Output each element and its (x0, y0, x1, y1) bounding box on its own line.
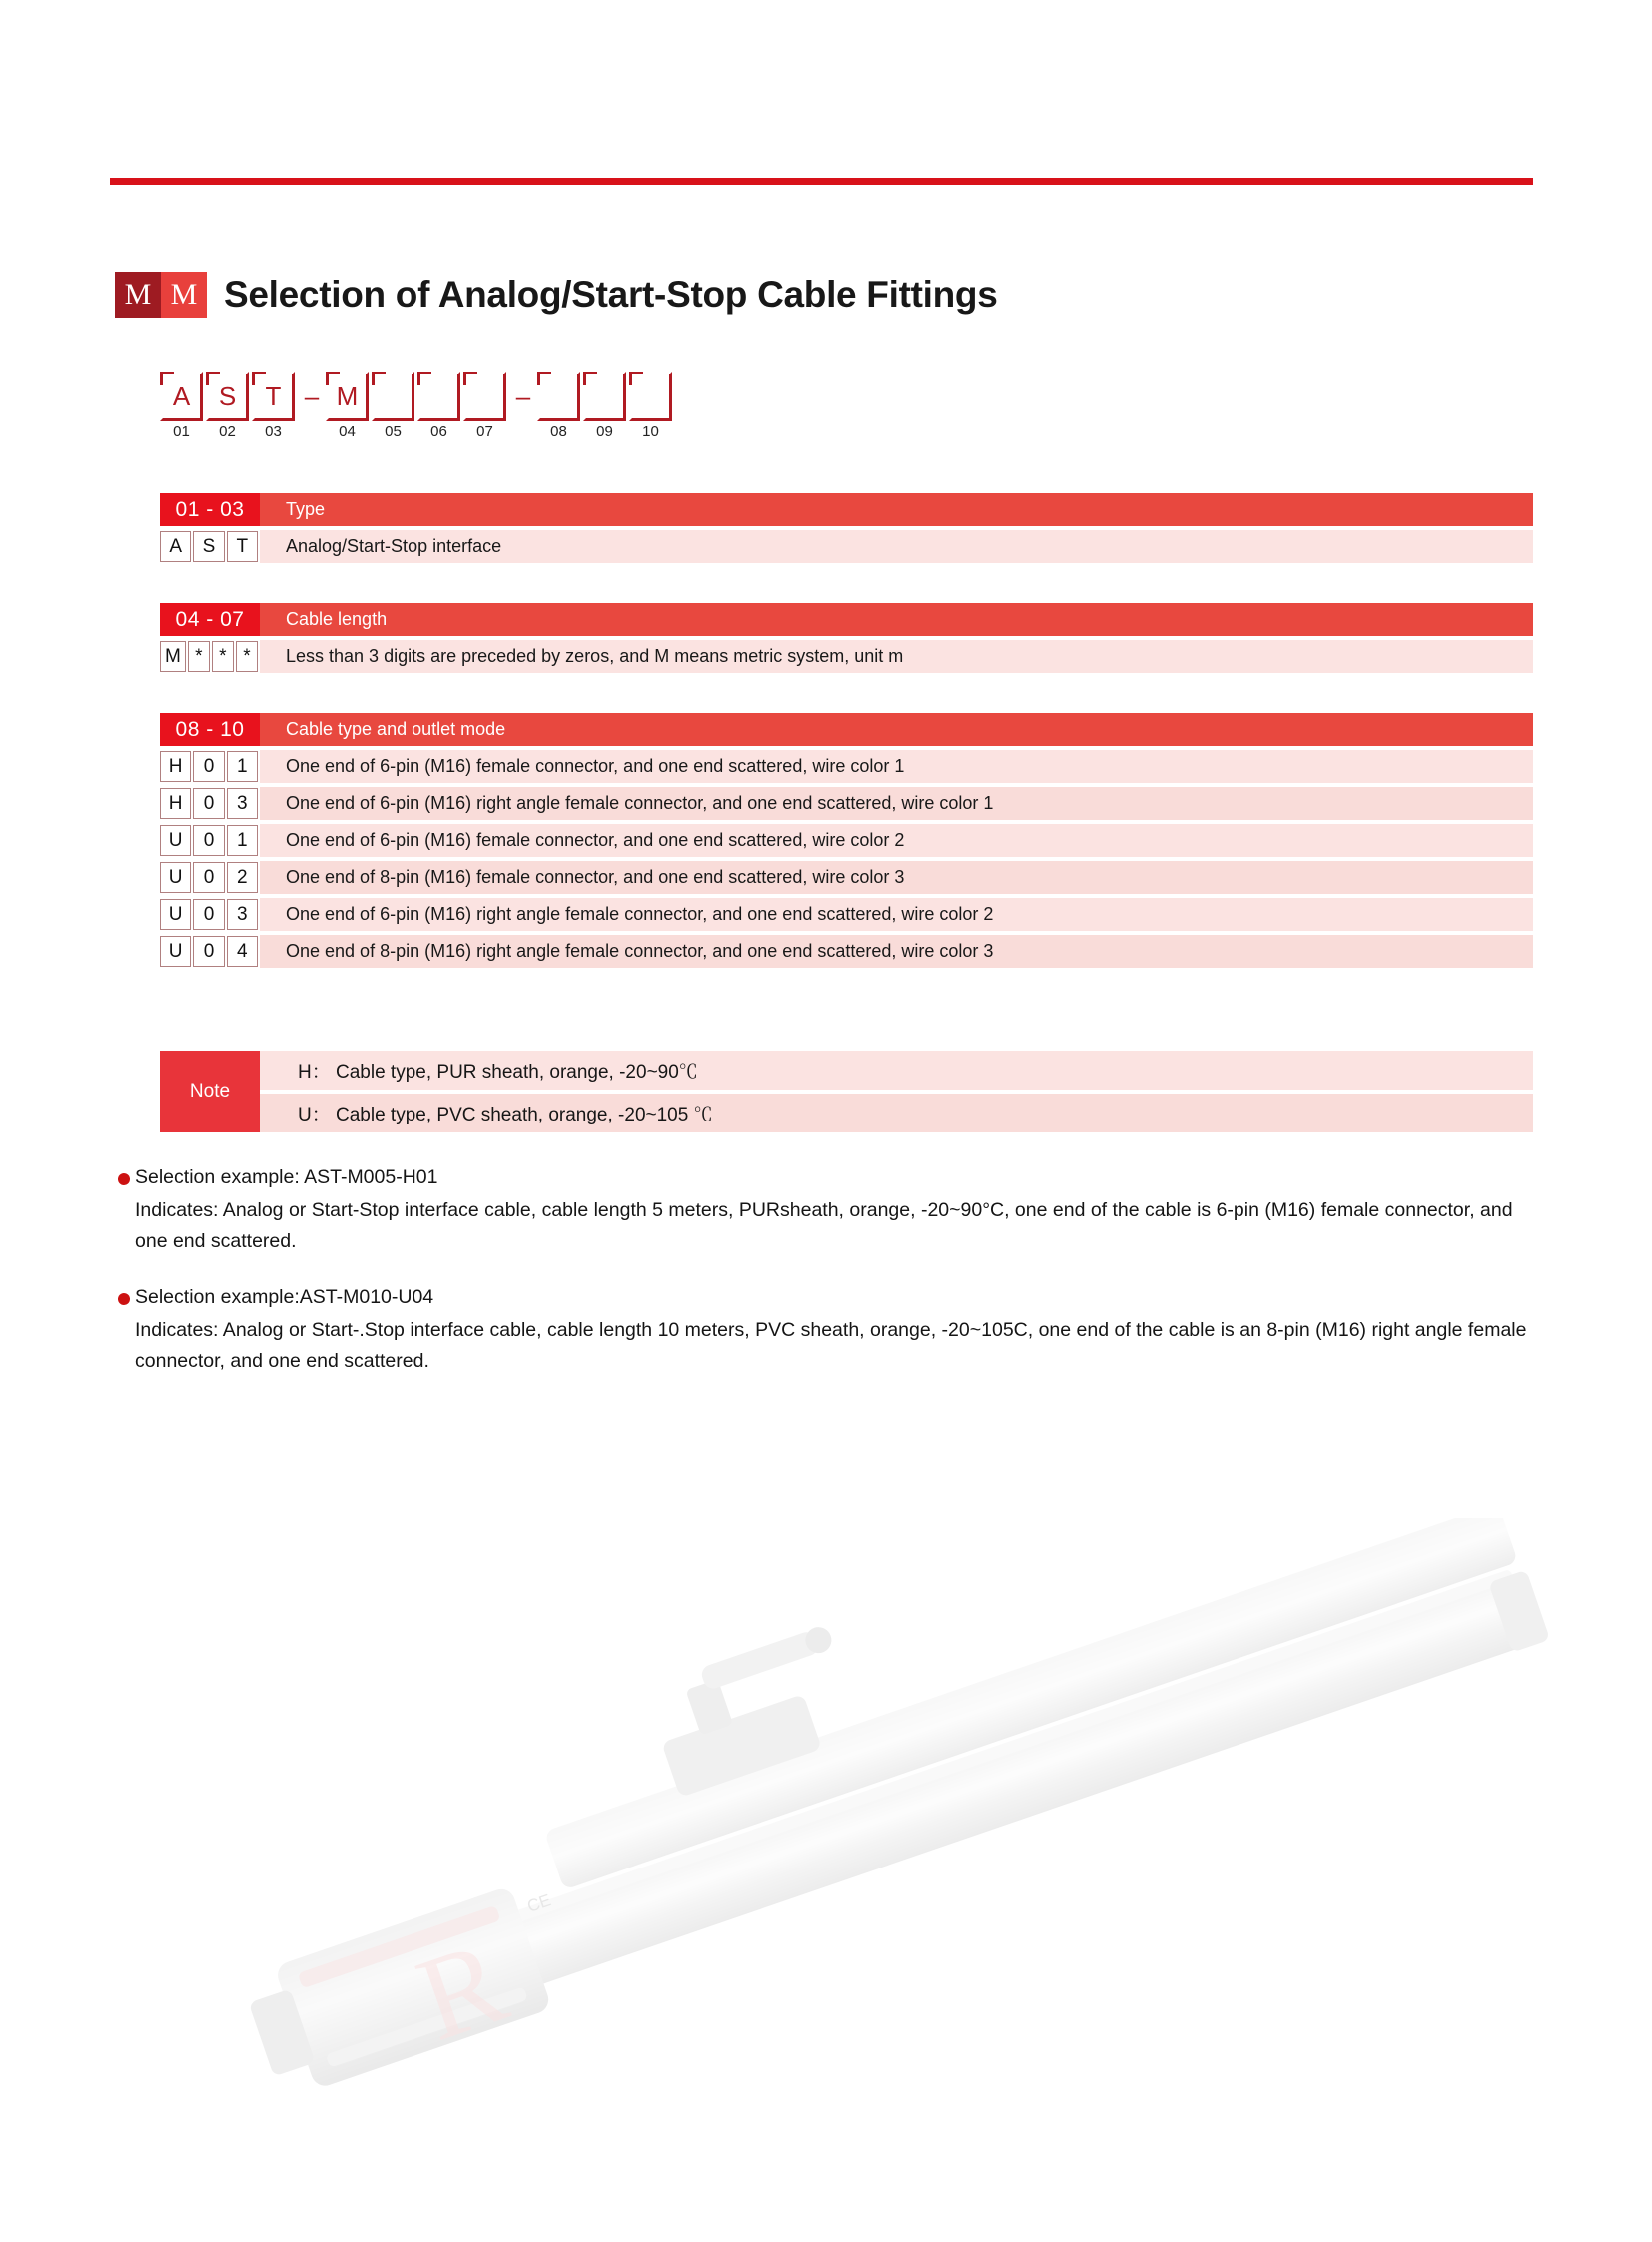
bullet-icon (118, 1173, 130, 1185)
code-cell-08 (537, 372, 580, 440)
example-2-body: Indicates: Analog or Start-.Stop interface cable, cable length 10 meters, PVC sheath, orange, -20~105C, one end of the cable is an 8-pin (M16) right angle female connector, and one end scattered. (135, 1319, 1527, 1372)
logo-letter-dark: M (115, 272, 161, 318)
row-code-cell: U (160, 862, 191, 893)
row-code-cell: 0 (193, 862, 224, 893)
row-code-cells (160, 824, 260, 857)
code-cell-09 (583, 372, 626, 440)
section-code-range: 08 - 10 (160, 713, 260, 746)
page-header (115, 272, 998, 318)
code-index-05: 05 (385, 423, 402, 440)
svg-text:R: R (402, 1914, 521, 2066)
row-code-cells (160, 640, 260, 673)
row-code-cell: H (160, 751, 191, 782)
part-number-diagram (160, 372, 675, 440)
code-cell-04 (326, 372, 369, 440)
code-box-06 (417, 372, 460, 421)
row-code-cells (160, 787, 260, 820)
table-row (160, 898, 1533, 931)
table-row (160, 640, 1533, 673)
note-line-h: H： Cable type, PUR sheath, orange, -20~90℃ (260, 1051, 1533, 1090)
section-label: Cable type and outlet mode (260, 713, 1533, 746)
code-box-08 (537, 372, 580, 421)
code-cell-01 (160, 372, 203, 440)
code-separator: – (515, 380, 531, 411)
selection-example-1 (118, 1166, 1536, 1257)
brand-logo (115, 272, 207, 318)
row-code-cells (160, 898, 260, 931)
row-description: One end of 6-pin (M16) right angle female connector, and one end scattered, wire color 2 (260, 898, 1533, 931)
code-cell-02 (206, 372, 249, 440)
logo-letter-light: M (161, 272, 207, 318)
row-code-cell: 1 (227, 751, 258, 782)
row-code-cell: * (236, 641, 258, 672)
code-box-09 (583, 372, 626, 421)
row-code-cells (160, 750, 260, 783)
section-header (160, 493, 1533, 526)
code-cell-06 (417, 372, 460, 440)
row-code-cell: H (160, 788, 191, 819)
table-row (160, 530, 1533, 563)
note-lines (260, 1051, 1533, 1132)
row-description: Analog/Start-Stop interface (260, 530, 1533, 563)
row-code-cells (160, 861, 260, 894)
row-description: Less than 3 digits are preceded by zeros, and M means metric system, unit m (260, 640, 1533, 673)
code-index-03: 03 (265, 423, 282, 440)
section-type (160, 493, 1533, 567)
example-1-title: Selection example: AST-M005-H01 (135, 1166, 438, 1188)
table-row (160, 861, 1533, 894)
row-code-cell: T (227, 531, 258, 562)
row-code-cell: U (160, 899, 191, 930)
top-accent-rule (110, 178, 1533, 185)
section-code-range: 01 - 03 (160, 493, 260, 526)
section-header (160, 603, 1533, 636)
example-1-heading (118, 1166, 1536, 1189)
code-index-04: 04 (339, 423, 356, 440)
table-row (160, 787, 1533, 820)
code-cell-07 (463, 372, 506, 440)
section-cable-type (160, 713, 1533, 972)
bullet-icon (118, 1293, 130, 1305)
code-separator: – (304, 380, 320, 411)
code-box-02: S (206, 372, 249, 421)
row-code-cell: 1 (227, 825, 258, 856)
code-cell-03 (252, 372, 295, 440)
row-code-cell: U (160, 936, 191, 967)
section-header (160, 713, 1533, 746)
row-description: One end of 6-pin (M16) female connector, and one end scattered, wire color 1 (260, 750, 1533, 783)
row-code-cells (160, 530, 260, 563)
row-code-cell: 3 (227, 788, 258, 819)
row-code-cell: U (160, 825, 191, 856)
row-code-cell: 4 (227, 936, 258, 967)
row-description: One end of 6-pin (M16) right angle female connector, and one end scattered, wire color 1 (260, 787, 1533, 820)
svg-text:CE: CE (524, 1890, 554, 1916)
table-row (160, 750, 1533, 783)
code-index-09: 09 (596, 423, 613, 440)
selection-example-2 (118, 1286, 1536, 1377)
row-code-cell: 0 (193, 788, 224, 819)
note-line-u: U： Cable type, PVC sheath, orange, -20~105 ℃ (260, 1094, 1533, 1132)
note-tag: Note (160, 1051, 260, 1132)
row-code-cell: * (188, 641, 210, 672)
code-index-02: 02 (219, 423, 236, 440)
code-index-01: 01 (173, 423, 190, 440)
code-cell-10 (629, 372, 672, 440)
row-code-cell: M (160, 641, 186, 672)
code-index-08: 08 (550, 423, 567, 440)
row-code-cell: 0 (193, 899, 224, 930)
section-cable-length (160, 603, 1533, 677)
code-cell-05 (372, 372, 414, 440)
row-code-cell: 3 (227, 899, 258, 930)
section-code-range: 04 - 07 (160, 603, 260, 636)
code-index-06: 06 (430, 423, 447, 440)
row-description: One end of 8-pin (M16) female connector, and one end scattered, wire color 3 (260, 861, 1533, 894)
row-code-cell: 0 (193, 751, 224, 782)
product-watermark-image (150, 1518, 1652, 2137)
row-code-cell: 2 (227, 862, 258, 893)
example-2-heading (118, 1286, 1536, 1309)
section-label: Cable length (260, 603, 1533, 636)
row-code-cells (160, 935, 260, 968)
row-code-cell: 0 (193, 825, 224, 856)
code-box-05 (372, 372, 414, 421)
row-description: One end of 8-pin (M16) right angle female connector, and one end scattered, wire color 3 (260, 935, 1533, 968)
table-row (160, 935, 1533, 968)
row-description: One end of 6-pin (M16) female connector, and one end scattered, wire color 2 (260, 824, 1533, 857)
note-block (160, 1051, 1533, 1132)
row-code-cell: * (212, 641, 234, 672)
code-box-03: T (252, 372, 295, 421)
example-2-title: Selection example:AST-M010-U04 (135, 1286, 434, 1308)
code-index-07: 07 (476, 423, 493, 440)
row-code-cell: 0 (193, 936, 224, 967)
code-box-01: A (160, 372, 203, 421)
table-row (160, 824, 1533, 857)
page-title: Selection of Analog/Start-Stop Cable Fittings (224, 274, 998, 315)
example-1-body: Indicates: Analog or Start-Stop interface cable, cable length 5 meters, PURsheath, orange, -20~90°C, one end of the cable is 6-pin (M16) female connector, and one end scattered. (135, 1199, 1513, 1252)
code-box-10 (629, 372, 672, 421)
code-box-07 (463, 372, 506, 421)
code-index-10: 10 (642, 423, 659, 440)
row-code-cell: A (160, 531, 191, 562)
section-label: Type (260, 493, 1533, 526)
row-code-cell: S (193, 531, 224, 562)
code-box-04: M (326, 372, 369, 421)
